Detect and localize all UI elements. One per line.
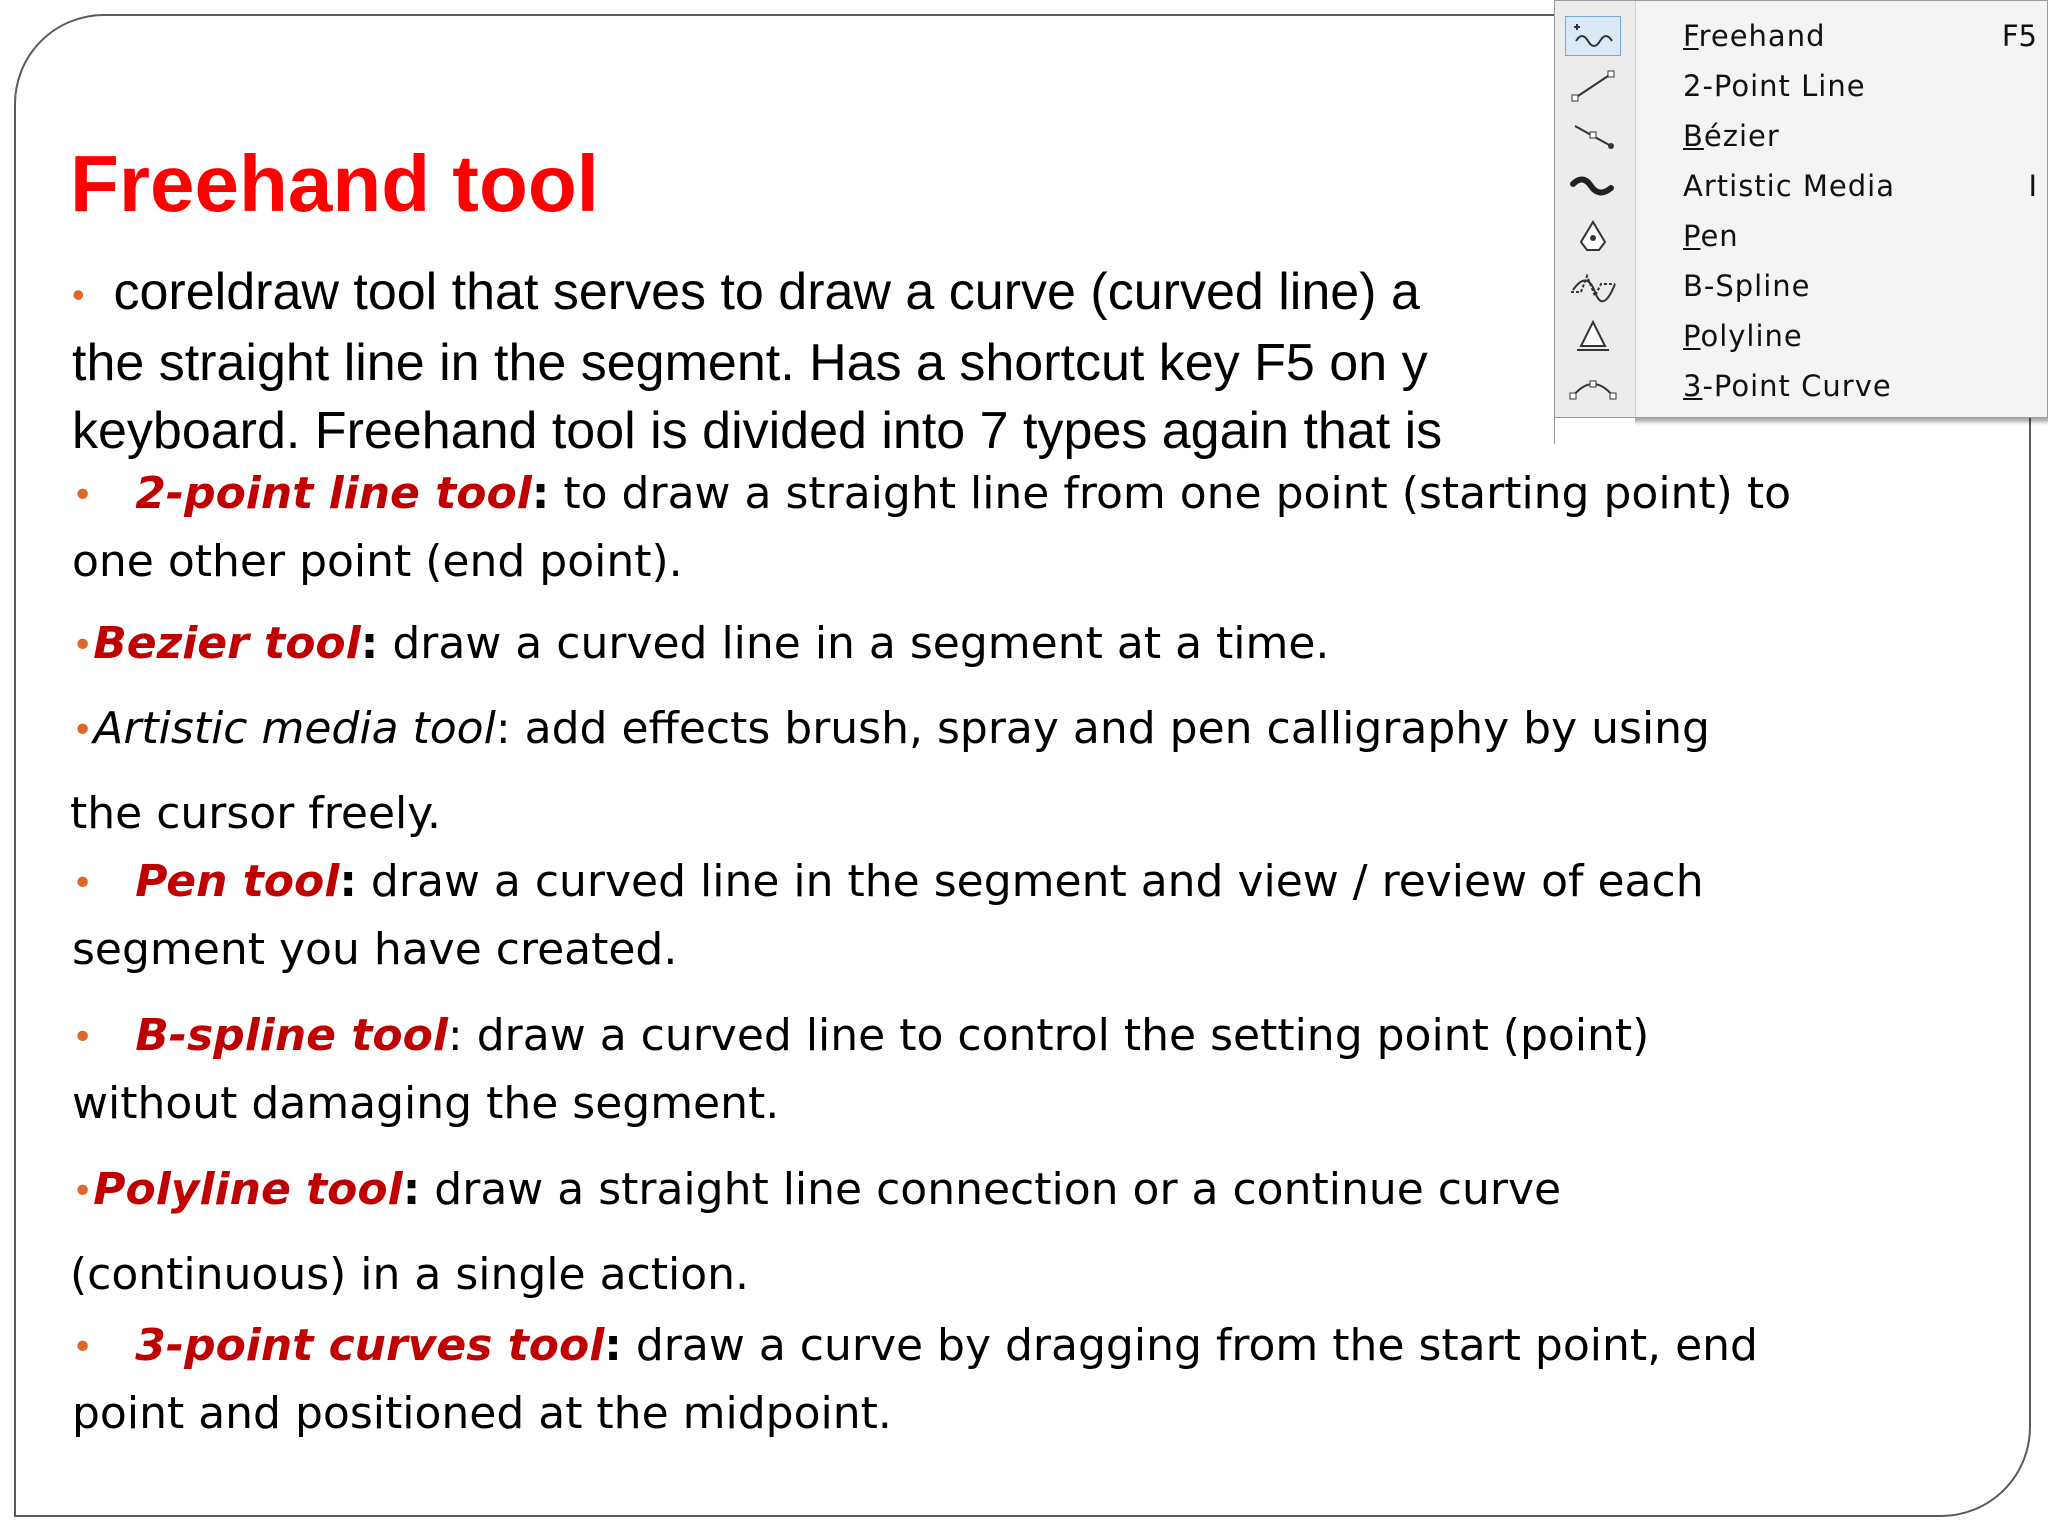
colon: :: [531, 468, 550, 519]
list-item: [72, 848, 1704, 918]
menu-item-label: 3-Point Curve: [1683, 369, 1892, 403]
bullet: •: [72, 1327, 94, 1368]
bullet: •: [72, 475, 94, 516]
item-desc: draw a straight line connection or a continue curve: [420, 1164, 1562, 1215]
item-continuation: one other point (end point).: [72, 536, 683, 587]
freehand-icon: [1565, 16, 1621, 56]
menu-item-bezier[interactable]: [1555, 111, 2048, 161]
menu-item-freehand[interactable]: [1555, 11, 2048, 61]
menu-item-label: Pen: [1683, 219, 1739, 253]
menu-item-label: Artistic Media: [1683, 169, 1895, 203]
two-point-line-icon: [1565, 66, 1621, 106]
item-term: Pen tool: [135, 856, 340, 907]
menu-item-label: Polyline: [1683, 319, 1803, 353]
menu-item-label: Bézier: [1683, 119, 1780, 153]
bullet: •: [72, 710, 94, 751]
item-desc: : draw a curved line to control the setting point (point): [447, 1010, 1650, 1061]
list-item: [72, 610, 1329, 680]
bullet: •: [72, 274, 85, 316]
item-term: 2-point line tool: [135, 468, 532, 519]
list-item: [72, 1002, 1649, 1072]
list-item: [72, 1312, 1758, 1382]
menu-item-shortcut: F5: [2001, 19, 2037, 53]
pen-icon: [1565, 216, 1621, 256]
item-term: Bezier tool: [93, 618, 361, 669]
three-point-curve-icon: [1565, 366, 1621, 406]
bezier-icon: [1565, 116, 1621, 156]
colon: :: [402, 1164, 421, 1215]
item-term: Polyline tool: [93, 1164, 403, 1215]
item-desc: : add effects brush, spray and pen calligraphy by using: [495, 703, 1710, 754]
item-continuation: the cursor freely.: [70, 788, 442, 839]
menu-item-polyline[interactable]: [1555, 311, 2048, 361]
menu-gutter-tail: [1554, 418, 1635, 444]
item-desc: draw a curved line in a segment at a time.: [378, 618, 1330, 669]
slide-title: Freehand tool: [70, 139, 599, 228]
item-term: B-spline tool: [135, 1010, 448, 1061]
item-continuation: segment you have created.: [72, 924, 678, 975]
bullet: •: [72, 625, 94, 666]
item-continuation: (continuous) in a single action.: [70, 1249, 750, 1300]
colon: :: [339, 856, 357, 907]
bullet: •: [72, 1017, 94, 1058]
menu-item-label: Freehand: [1683, 19, 1826, 53]
intro-line-2: the straight line in the segment. Has a shortcut key F5 on y: [72, 334, 1428, 393]
menu-item-b-spline[interactable]: [1555, 261, 2048, 311]
item-desc: draw a curve by dragging from the start point, end: [621, 1320, 1758, 1371]
menu-item-3-point-curve[interactable]: [1555, 361, 2048, 411]
list-item: [72, 695, 1710, 765]
intro-line-3: keyboard. Freehand tool is divided into 7 types again that is: [72, 402, 1443, 461]
polyline-icon: [1565, 316, 1621, 356]
colon: :: [360, 618, 379, 669]
menu-item-shortcut: I: [2028, 169, 2037, 203]
bullet: •: [72, 1171, 94, 1212]
item-continuation: without damaging the segment.: [72, 1078, 780, 1129]
artistic-media-icon: [1565, 166, 1621, 206]
list-item: [72, 1156, 1561, 1226]
colon: :: [604, 1320, 622, 1371]
intro-paragraph: [72, 258, 1552, 465]
menu-item-label: B-Spline: [1683, 269, 1811, 303]
menu-item-pen[interactable]: [1555, 211, 2048, 261]
list-item: [72, 460, 1791, 530]
intro-line-1: coreldraw tool that serves to draw a curve (curved line) a: [113, 263, 1420, 321]
bspline-icon: [1565, 266, 1621, 306]
item-term: Artistic media tool: [93, 703, 496, 754]
item-desc: draw a curved line in the segment and view / review of each: [356, 856, 1704, 907]
freehand-flyout-menu: [1554, 0, 2048, 418]
menu-item-artistic-media[interactable]: [1555, 161, 2048, 211]
bullet: •: [72, 863, 94, 904]
item-term: 3-point curves tool: [135, 1320, 605, 1371]
menu-item-2-point-line[interactable]: [1555, 61, 2048, 111]
item-desc: to draw a straight line from one point (starting point) to: [549, 468, 1792, 519]
item-continuation: point and positioned at the midpoint.: [72, 1388, 892, 1439]
menu-item-label: 2-Point Line: [1683, 69, 1866, 103]
